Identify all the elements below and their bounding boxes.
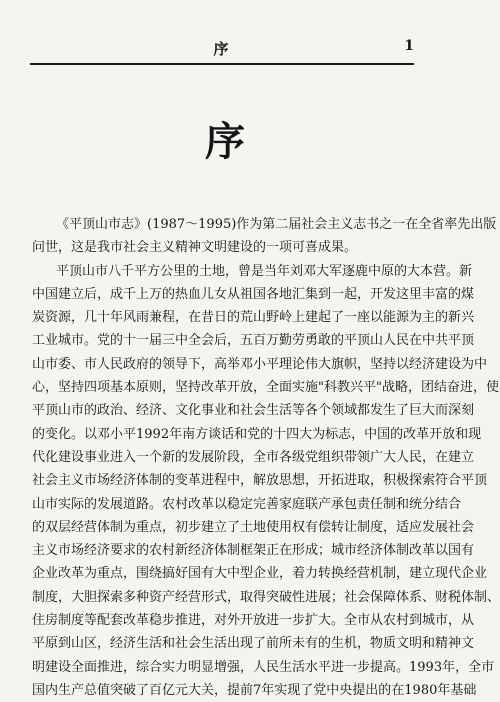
text-line: 工业城市。党的十一届三中全会后，五百万勤劳勇敢的平顶山人民在中共平顶 (32, 333, 475, 349)
text-line: 国内生产总值突破了百亿元大关，提前7年实现了党中央提出的在1980年基础 (32, 682, 477, 698)
text-line: 平顶山市的政治、经济、文化事业和社会生活等各个领域都发生了巨大而深刻 (32, 403, 475, 419)
text-line: 山市委、市人民政府的领导下，高举邓小平理论伟大旗帜，坚持以经济建设为中 (32, 356, 488, 372)
text-line: 平顶山市八千平方公里的土地，曾是当年刘邓大军逐鹿中原的大本营。新 (56, 263, 473, 279)
text-line: 代化建设事业进入一个新的发展阶段，全市各级党组织带领广大人民，在建立 (32, 449, 475, 465)
text-line: 社会主义市场经济体制的变革进程中，解放思想，开拓进取，积极探索符合平顶 (32, 473, 488, 489)
text-line: 平原到山区，经济生活和社会生活出现了前所未有的生机，物质文明和精神文 (32, 636, 475, 652)
text-line: 的双层经营体制为重点，初步建立了土地使用权有偿转让制度，适应发展社会 (32, 519, 475, 535)
header-rule (30, 63, 414, 65)
chapter-heading: 序 (205, 118, 245, 165)
text-line: 炭资源，几十年风雨兼程，在昔日的荒山野岭上建起了一座以能源为主的新兴 (32, 310, 475, 326)
text-line: 山市实际的发展道路。农村改革以稳定完善家庭联产承包责任制和统分结合 (32, 496, 462, 512)
text-line: 问世，这是我市社会主义精神文明建设的一项可喜成果。 (32, 240, 358, 256)
text-line: 住房制度等配套改革稳步推进，对外开放进一步扩大。全市从农村到城市，从 (32, 613, 475, 629)
running-head-title: 序 (213, 40, 231, 58)
running-head (30, 38, 414, 62)
text-line: 中国建立后，成千上万的热血儿女从祖国各地汇集到一起，开发这里丰富的煤 (32, 286, 475, 302)
text-line: 制度，大胆探索多种资产经营形式，取得突破性进展；社会保障体系、财税体制、 (32, 589, 500, 605)
text-line: 明建设全面推进，综合实力明显增强，人民生活水平进一步提高。1993年，全市 (32, 659, 495, 675)
text-line: 心，坚持四项基本原则，坚持改革开放，全面实施"科教兴平"战略，团结奋进，使 (32, 380, 499, 396)
text-line: 企业改革为重点，围绕搞好国有大中型企业，着力转换经营机制，建立现代企业 (32, 566, 488, 582)
text-line: 主义市场经济要求的农村新经济体制框架正在形成；城市经济体制改革以国有 (32, 543, 475, 559)
text-line: 的变化。以邓小平1992年南方谈话和党的十四大为标志，中国的改革开放和现 (32, 426, 482, 442)
text-line: 《平顶山市志》(1987～1995)作为第二届社会主义志书之一在全省率先出版 (56, 217, 497, 232)
body-text (32, 213, 500, 702)
page-number: 1 (404, 38, 414, 54)
